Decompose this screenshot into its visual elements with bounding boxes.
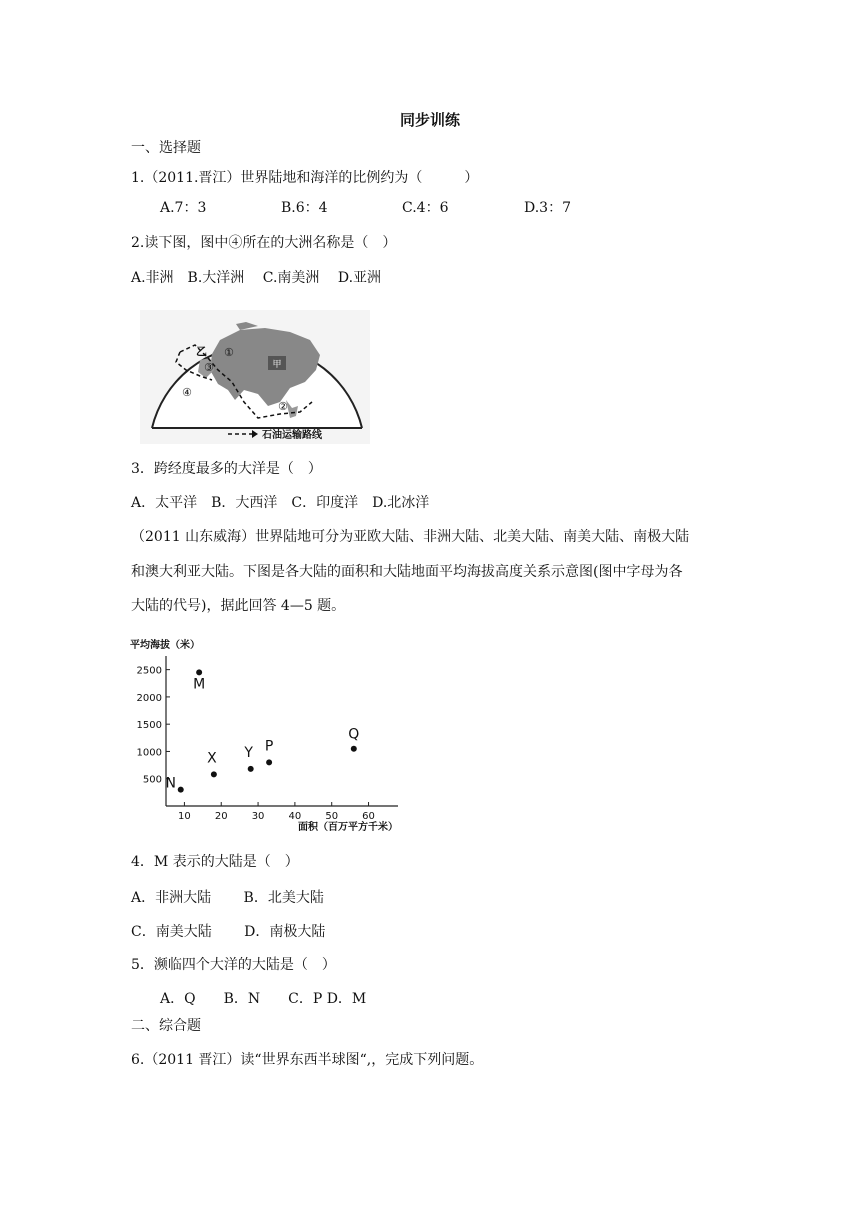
question-4-stem: 4．M 表示的大陆是（ ） xyxy=(131,854,299,870)
x-axis-label: 面积（百万平方千米） xyxy=(298,822,398,833)
map-label-4: ④ xyxy=(182,386,192,399)
point-label-y: Y xyxy=(244,744,253,761)
page-title: 同步训练 xyxy=(399,111,460,129)
x-tick-label: 50 xyxy=(325,811,339,822)
passage-line-3: 大陆的代号)，据此回答 4—5 题。 xyxy=(131,598,346,614)
question-5-options: A．Q B．N C．P D．M xyxy=(160,991,367,1007)
map-label-jia: 甲 xyxy=(272,360,282,370)
map-label-3: ③ xyxy=(204,361,214,374)
question-1-option-d: D.3：7 xyxy=(524,200,571,216)
x-tick-label: 40 xyxy=(288,811,302,822)
question-6-stem: 6.（2011 晋江）读“世界东西半球图“,，完成下列问题。 xyxy=(131,1052,484,1068)
point-p xyxy=(266,759,272,765)
y-tick-label: 500 xyxy=(142,774,162,786)
section-choice-heading: 一、选择题 xyxy=(131,140,201,156)
map-label-1: ① xyxy=(224,346,234,359)
map-legend: 石油运输路线 xyxy=(262,430,322,441)
point-label-x: X xyxy=(207,750,217,767)
question-1-stem: 1.（2011.晋江）世界陆地和海洋的比例约为（ ） xyxy=(131,170,479,186)
oil-route-map xyxy=(140,310,370,444)
map-label-2: ② xyxy=(278,400,288,413)
point-label-m: M xyxy=(193,676,206,693)
question-2-options: A.非洲 B.大洋洲 C.南美洲 D.亚洲 xyxy=(131,270,382,286)
point-label-n: N xyxy=(165,775,176,792)
question-1-option-c: C.4：6 xyxy=(402,200,449,216)
point-m xyxy=(196,669,202,675)
section-comprehensive-heading: 二、综合题 xyxy=(131,1018,201,1034)
point-label-p: P xyxy=(264,738,274,755)
y-tick-label: 1500 xyxy=(136,720,162,732)
x-tick-label: 20 xyxy=(214,811,228,822)
point-y xyxy=(248,766,254,772)
question-1-option-a: A.7：3 xyxy=(160,200,207,216)
question-3-stem: 3．跨经度最多的大洋是（ ） xyxy=(131,461,322,477)
question-4-options-row-1: A．非洲大陆 B．北美大陆 xyxy=(131,890,324,906)
question-3-options: A．太平洋 B．大西洋 C．印度洋 D.北冰洋 xyxy=(131,495,430,511)
area-elevation-chart xyxy=(128,634,410,834)
y-tick-label: 2500 xyxy=(136,665,162,677)
point-n xyxy=(178,787,184,793)
y-tick-label: 1000 xyxy=(136,747,162,759)
map-label-yi: 乙 xyxy=(196,345,207,358)
passage-line-2: 和澳大利亚大陆。下图是各大陆的面积和大陆地面平均海拔高度关系示意图(图中字母为各 xyxy=(131,564,683,580)
question-1-option-b: B.6：4 xyxy=(281,200,328,216)
x-tick-label: 60 xyxy=(362,811,375,822)
y-tick-label: 2000 xyxy=(136,692,162,704)
passage-line-1: （2011 山东威海）世界陆地可分为亚欧大陆、非洲大陆、北美大陆、南美大陆、南极大陆 xyxy=(131,529,690,545)
question-5-stem: 5．濒临四个大洋的大陆是（ ） xyxy=(131,957,336,973)
question-2-stem: 2.读下图，图中④所在的大洲名称是（ ） xyxy=(131,235,397,251)
x-tick-label: 30 xyxy=(251,811,265,822)
point-x xyxy=(211,771,217,777)
point-label-q: Q xyxy=(348,726,360,743)
y-axis-label: 平均海拔（米） xyxy=(130,640,200,651)
point-q xyxy=(351,746,357,752)
x-tick-label: 10 xyxy=(178,811,191,822)
question-4-options-row-2: C．南美大陆 D．南极大陆 xyxy=(131,924,326,940)
